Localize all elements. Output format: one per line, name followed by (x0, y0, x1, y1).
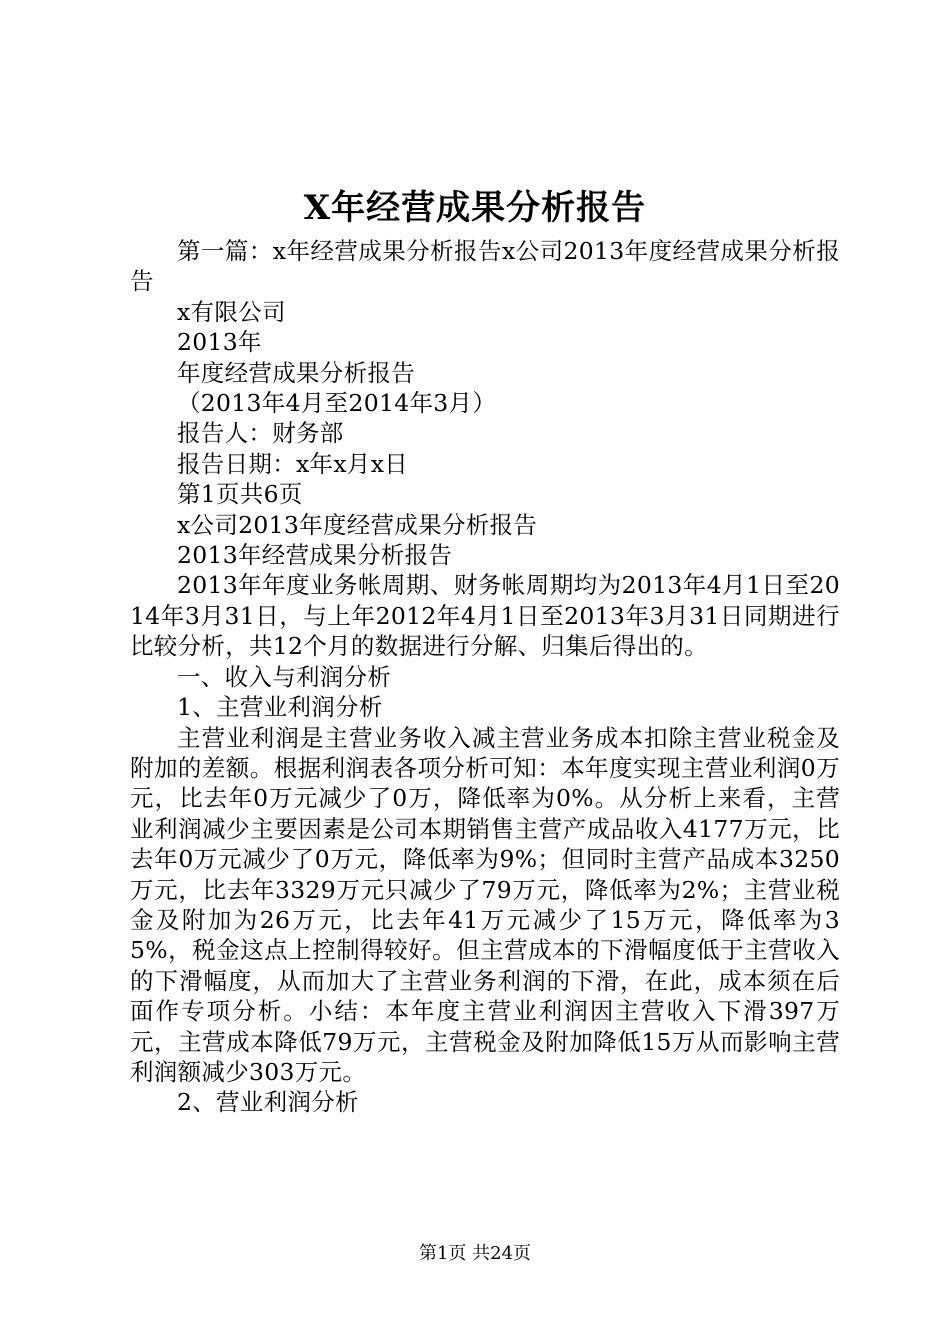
paragraph: 报告人：财务部 (177, 419, 344, 448)
page-footer: 第1页 共24页 (418, 1243, 532, 1264)
paragraph: 第一篇：x年经营成果分析报告x公司2013年度经营成果分析报告 (130, 237, 840, 296)
paragraph: x有限公司 (177, 297, 286, 326)
paragraph: 年度经营成果分析报告 (177, 358, 415, 387)
paragraph: 报告日期：x年x月x日 (177, 449, 409, 478)
paragraph: （2013年4月至2014年3月） (177, 389, 497, 418)
document-title: X年经营成果分析报告 (303, 188, 647, 228)
subsection-heading: 2、营业利润分析 (177, 1088, 359, 1117)
section-heading: 一、收入与利润分析 (177, 662, 392, 691)
paragraph: 第1页共6页 (177, 480, 303, 509)
document-body (130, 236, 840, 1118)
subsection-heading: 1、主营业利润分析 (177, 693, 383, 722)
paragraph: 2013年 (177, 328, 262, 357)
paragraph: x公司2013年度经营成果分析报告 (177, 510, 538, 539)
paragraph: 2013年经营成果分析报告 (177, 541, 453, 570)
paragraph: 2013年年度业务帐周期、财务帐周期均为2013年4月1日至2014年3月31日，与上年2012年4月1日至2013年3月31日同期进行比较分析，共12个月的数据进行分解、归集后得出的。 (130, 571, 840, 661)
paragraph: 主营业利润是主营业务收入减主营业务成本扣除主营业税金及附加的差额。根据利润表各项分析可知：本年度实现主营业利润0万元，比去年0万元减少了0万，降低率为0%。从分析上来看，主营业利润减少主要因素是公司本期销售主营产成品收入4177万元，比去年0万元减少了0万元，降低率为9%；但同时主营产品成本3250万元，比去年3329万元只减少了79万元，降低率为2%；主营业税金及附加为26万元，比去年41万元减少了15万元，降低率为35%，税金这点上控制得较好。但主营成本的下滑幅度低于主营收入的下滑幅度，从而加大了主营业务利润的下滑，在此，成本须在后面作专项分析。小结：本年度主营业利润因主营收入下滑397万元，主营成本降低79万元，主营税金及附加降低15万从而影响主营利润额减少303万元。 (130, 723, 840, 1086)
